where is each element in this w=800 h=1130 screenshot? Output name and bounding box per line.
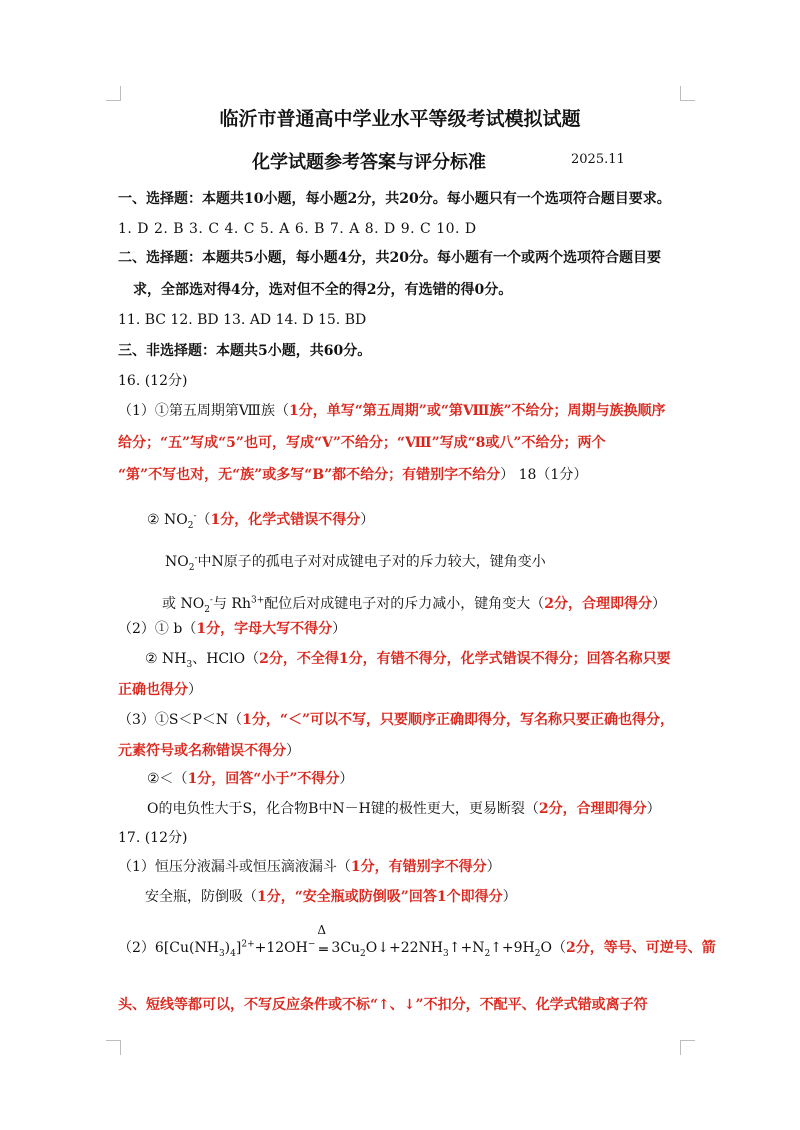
eq-bracket: ] xyxy=(235,940,242,956)
q17-1-part1 xyxy=(118,858,501,876)
q16-2-part1 xyxy=(118,620,346,638)
section-2-heading-line1: 二、选择题：本题共5小题，每小题4分，共20分。每小题有一个或两个选项符合题目要 xyxy=(118,250,661,266)
document-title: 临沂市普通高中学业水平等级考试模拟试题 xyxy=(219,108,581,130)
crop-mark-top-right xyxy=(680,86,695,101)
q16-header: 16. (12分) xyxy=(118,373,188,389)
q16-1-answer: （1）①第五周期第Ⅷ族（ xyxy=(118,403,289,419)
q17-1-part2 xyxy=(145,888,517,906)
q16-3-explain-note: 2分，合理即得分 xyxy=(538,801,647,817)
eq-cu2o: 3Cu xyxy=(331,940,361,956)
q17-2-note: 2分，等号、可逆号、箭 xyxy=(565,940,716,956)
q17-1-part2-answer: 安全瓶，防倒吸（ xyxy=(145,889,257,905)
q16-1-line1 xyxy=(118,402,666,420)
paren-close-7: ） xyxy=(646,801,661,817)
no2-formula-3: 或 NO xyxy=(162,596,205,612)
eq-hydroxide: +12OH xyxy=(254,940,308,956)
delta-symbol: Δ xyxy=(317,923,327,937)
q16-1-line2: 给分；“五”写成“5”也可，写成“Ⅴ”不给分；“Ⅷ”写成“8或八”不给分；两个 xyxy=(118,435,606,451)
paren-close-8: ） xyxy=(486,859,501,875)
q16-2-answer: （2）① b（ xyxy=(118,621,197,637)
eq-nh3: O↓+22NH xyxy=(365,940,443,956)
section-3-heading: 三、非选择题：本题共5小题，共60分。 xyxy=(118,343,372,359)
eq-paren: ) xyxy=(224,940,231,956)
q16-3-part1 xyxy=(118,711,674,729)
paren-close-3: ） xyxy=(332,621,347,637)
paren-close-9: ） xyxy=(502,889,517,905)
section-2-answers: 11. BC 12. BD 13. AD 14. D 15. BD xyxy=(118,312,367,328)
q16-3-explain-text: O的电负性大于S，化合物B中N－H键的极性更大，更易断裂（ xyxy=(147,801,539,817)
equals-sign: ═ xyxy=(319,942,328,958)
eq-heat-sign xyxy=(315,923,331,958)
q16-1-tail: ） 18（1分） xyxy=(500,467,588,483)
section-1-answers: 1. D 2. B 3. C 4. C 5. A 6. B 7. A 8. D 9. C 10. D xyxy=(118,221,477,237)
q16-explain2-note: 2分，合理即得分 xyxy=(544,596,653,612)
eq-reactant-complex: （2）6[Cu(NH xyxy=(118,940,219,956)
paren-close-5: ） xyxy=(286,743,300,759)
paren-open: （ xyxy=(196,512,211,528)
q16-2-part2: ② $NH_3$、HClO（2分，不全得1分，有错不得分，化学式错误不得分；回答名称只要 xyxy=(145,651,671,670)
eq-h2o: ↑+9H xyxy=(490,940,535,956)
q16-1-explain2: 或 $NO_2^-$与 $Rh^{3+}$配位后对成键电子对的斥力减小，键角变大（2分，合理即得分） xyxy=(162,595,667,615)
q16-1-explain1: $NO_2^-$中N原子的孤电子对对成键电子对的斥力较大，键角变小 xyxy=(165,553,546,573)
q17-2-note-line2: 头、短线等都可以，不写反应条件或不标“↑、↓”不扣分，不配平、化学式错或离子符 xyxy=(118,997,648,1013)
crop-mark-bottom-left xyxy=(106,1040,121,1055)
rh-symbol: 与 Rh xyxy=(212,596,251,612)
q16-3-part2 xyxy=(147,770,353,788)
section-1-heading: 一、选择题：本题共10小题，每小题2分，共20分。每小题只有一个选项符合题目要求。 xyxy=(118,191,671,207)
q17-1-note: 1分，有错别字不得分 xyxy=(350,859,487,875)
nh3-formula: ② NH xyxy=(145,651,187,667)
q16-3-part2-answer: ②＜（ xyxy=(147,771,188,787)
no2-formula: ② NO xyxy=(147,512,188,528)
crop-mark-bottom-right xyxy=(680,1040,695,1055)
eq-h2o-tail: O（ xyxy=(540,940,566,956)
q16-2-part2-line2 xyxy=(118,681,202,699)
q16-1-scoring-note-3: “第”不写也对，无“族”或多写“B”都不给分；有错别字不给分 xyxy=(118,467,501,483)
q16-1-line3 xyxy=(118,466,587,484)
no2-formula-2: NO xyxy=(165,554,189,570)
q17-1-part2-note: 1分，“安全瓶或防倒吸”回答1个即得分 xyxy=(257,889,503,905)
q16-3-part2-note: 1分，回答“小于”不得分 xyxy=(187,771,340,787)
q17-1-answer: （1）恒压分液漏斗或恒压滴液漏斗（ xyxy=(118,859,351,875)
paren-close: ） xyxy=(360,512,375,528)
paren-close-4: ） xyxy=(188,682,202,698)
eq-n2: ↑+N xyxy=(448,940,485,956)
q17-header: 17. (12分) xyxy=(118,830,188,846)
q16-2-part2-note: 2分，不全得1分，有错不得分，化学式错误不得分；回答名称只要 xyxy=(259,651,671,667)
q17-2-equation: $(2)6[Cu(NH_3)_4]^{2+}+12OH^-$ Δ ═ $3Cu_2O↓+22NH_3↑+N_2↑+9H_2O(2$分，等号、可逆号、箭 xyxy=(118,923,716,959)
crop-mark-top-left xyxy=(106,86,121,101)
q16-3-answer: （3）①S＜P＜N（ xyxy=(118,712,243,728)
q16-explain-text: 中N原子的孤电子对对成键电子对的斥力较大，键角变小 xyxy=(197,554,546,570)
hclo-formula: 、HClO（ xyxy=(192,651,260,667)
q16-3-explain xyxy=(147,800,661,818)
q16-3-note: 1分，“＜”可以不写，只要顺序正确即得分，写名称只要正确也得分， xyxy=(242,712,675,728)
q16-3-line2 xyxy=(118,742,300,760)
q16-1-scoring-note: 1分，单写“第五周期”或“第Ⅷ族”不给分；周期与族换顺序 xyxy=(288,403,666,419)
document-subtitle: 化学试题参考答案与评分标准 xyxy=(252,152,486,173)
q16-2-note: 1分，字母大写不得分 xyxy=(196,621,333,637)
paren-close-6: ） xyxy=(339,771,354,787)
document-date: 2025.11 xyxy=(571,152,625,167)
q16-1-part2-note: 1分，化学式错误不得分 xyxy=(210,512,361,528)
q16-1-part2: ② $NO_2^-(1$分，化学式错误不得分） xyxy=(147,511,375,531)
q16-3-note-2: 元素符号或名称错误不得分 xyxy=(118,743,286,759)
paren-close-2: ） xyxy=(652,596,667,612)
q16-2-part2-note-2: 正确也得分 xyxy=(118,682,188,698)
section-2-heading-line2: 求，全部选对得4分，选对但不全的得2分，有选错的得0分。 xyxy=(133,282,513,298)
q16-explain2-text: 配位后对成键电子对的斥力减小，键角变大（ xyxy=(264,596,545,612)
